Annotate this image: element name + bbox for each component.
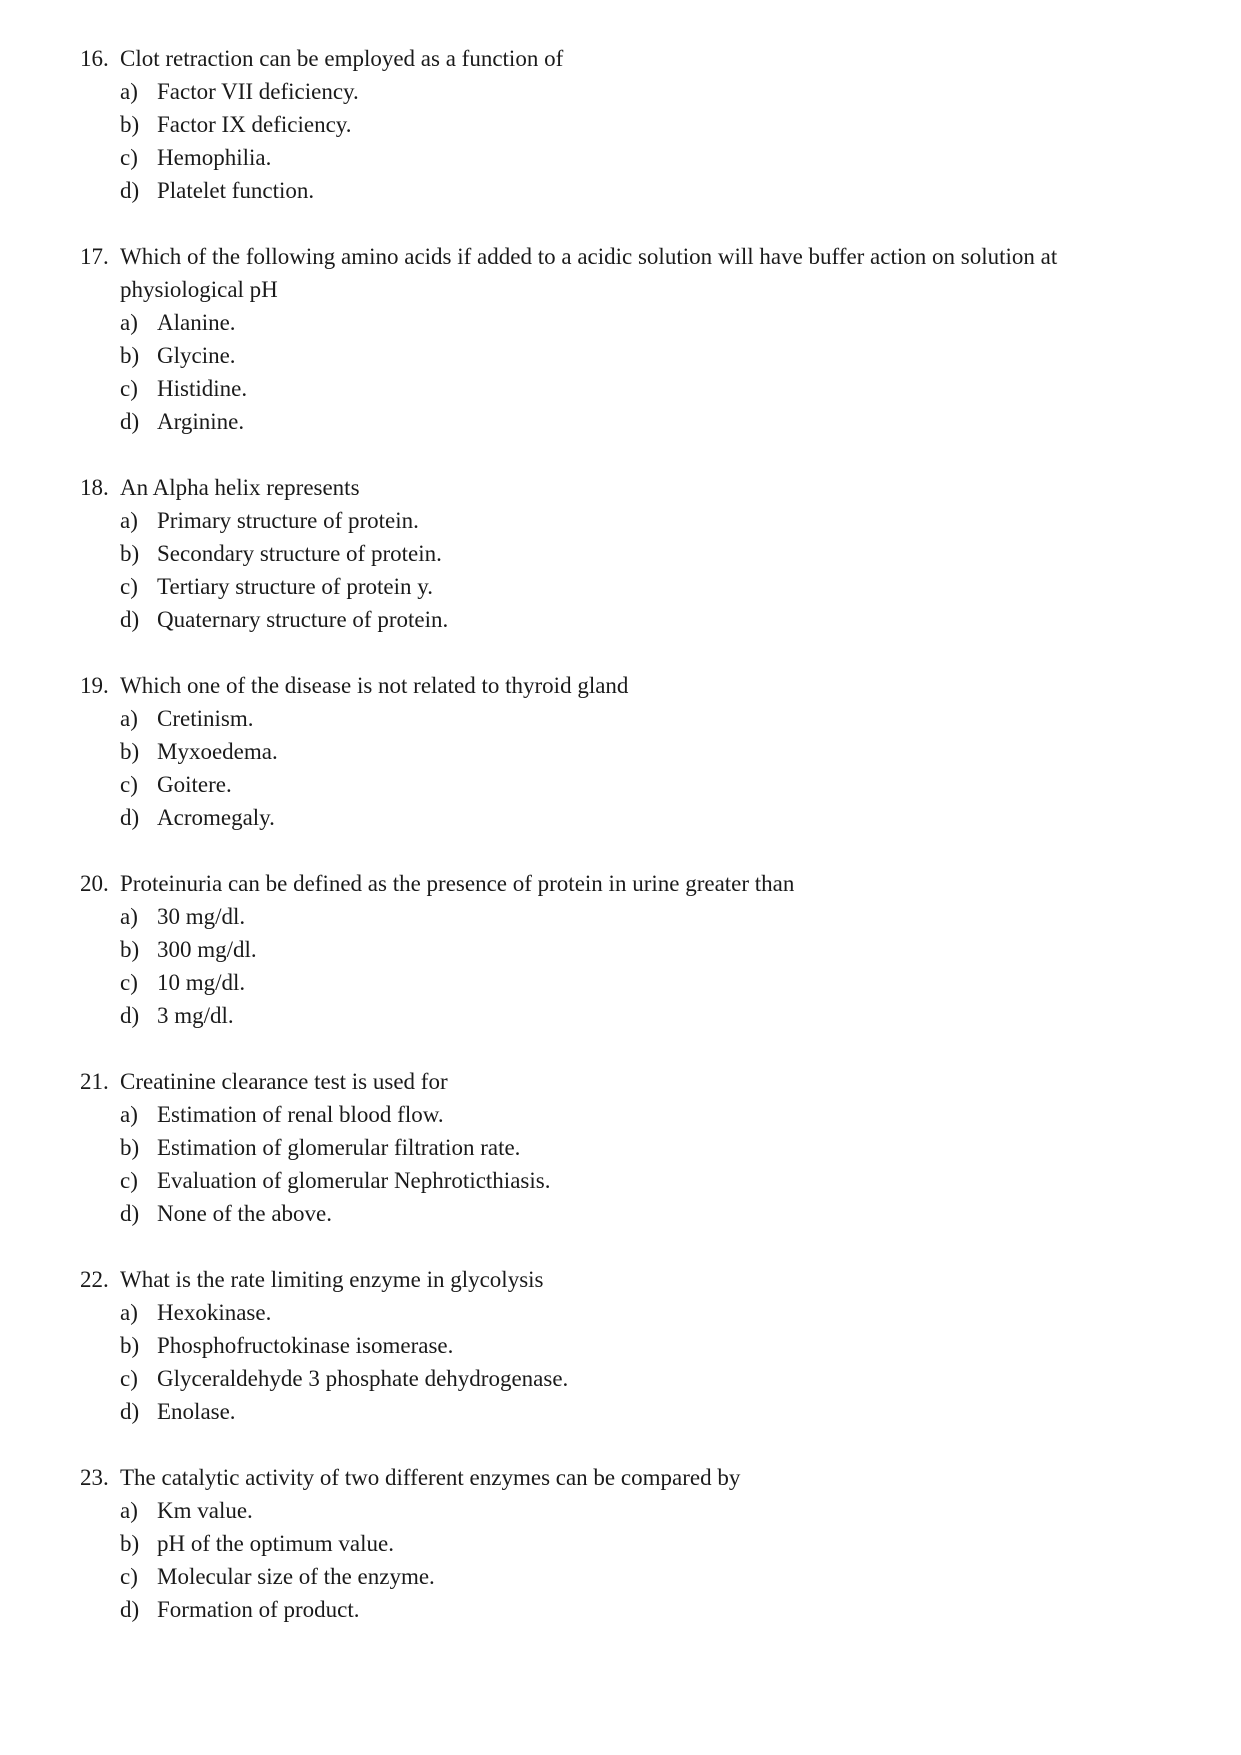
question-20 [80, 867, 1160, 1032]
question-text: Proteinuria can be defined as the presence of protein in urine greater than [120, 871, 795, 896]
option-a [80, 702, 1160, 735]
question-number: 23. [80, 1465, 109, 1490]
option-b [80, 1527, 1160, 1560]
option-letter: b) [120, 1135, 140, 1160]
option-letter: b) [120, 739, 140, 764]
question-stem [80, 1461, 1160, 1494]
question-stem [80, 1065, 1160, 1098]
option-text: Estimation of renal blood flow. [157, 1102, 444, 1127]
question-19 [80, 669, 1160, 834]
option-text: Histidine. [157, 376, 248, 401]
option-b [80, 339, 1160, 372]
question-text: Creatinine clearance test is used for [120, 1069, 448, 1094]
option-text: Factor VII deficiency. [157, 79, 359, 104]
question-21 [80, 1065, 1160, 1230]
question-text: Which of the following amino acids if added to a acidic solution will have buffer action on solution at physiological pH [120, 244, 1058, 302]
option-c [80, 570, 1160, 603]
option-letter: c) [120, 772, 138, 797]
question-number: 22. [80, 1267, 109, 1292]
option-letter: c) [120, 970, 138, 995]
option-a [80, 900, 1160, 933]
option-c [80, 372, 1160, 405]
option-c [80, 1164, 1160, 1197]
option-a [80, 504, 1160, 537]
option-text: 3 mg/dl. [157, 1003, 234, 1028]
question-22 [80, 1263, 1160, 1428]
option-c [80, 1560, 1160, 1593]
option-letter: d) [120, 1597, 140, 1622]
question-stem [80, 1263, 1160, 1296]
option-d [80, 603, 1160, 636]
option-letter: c) [120, 145, 138, 170]
option-d [80, 999, 1160, 1032]
option-d [80, 1593, 1160, 1626]
option-letter: d) [120, 607, 140, 632]
option-letter: d) [120, 1201, 140, 1226]
option-letter: a) [120, 508, 138, 533]
option-letter: c) [120, 376, 138, 401]
option-c [80, 966, 1160, 999]
question-number: 17. [80, 244, 109, 269]
option-b [80, 537, 1160, 570]
option-text: Km value. [157, 1498, 253, 1523]
option-letter: c) [120, 1564, 138, 1589]
option-d [80, 1197, 1160, 1230]
question-text: What is the rate limiting enzyme in glycolysis [120, 1267, 544, 1292]
option-letter: d) [120, 1399, 140, 1424]
option-a [80, 306, 1160, 339]
option-b [80, 1329, 1160, 1362]
option-text: Evaluation of glomerular Nephroticthiasis. [157, 1168, 551, 1193]
option-list [80, 1296, 1160, 1428]
option-text: Secondary structure of protein. [157, 541, 442, 566]
option-text: Molecular size of the enzyme. [157, 1564, 435, 1589]
option-b [80, 933, 1160, 966]
option-text: Cretinism. [157, 706, 254, 731]
option-text: Arginine. [157, 409, 245, 434]
question-16 [80, 42, 1160, 207]
option-c [80, 141, 1160, 174]
option-text: Estimation of glomerular filtration rate. [157, 1135, 521, 1160]
question-number: 18. [80, 475, 109, 500]
question-number: 21. [80, 1069, 109, 1094]
question-text: An Alpha helix represents [120, 475, 360, 500]
option-letter: a) [120, 706, 138, 731]
option-c [80, 768, 1160, 801]
option-letter: a) [120, 310, 138, 335]
option-list [80, 1494, 1160, 1626]
option-text: Hexokinase. [157, 1300, 272, 1325]
option-letter: b) [120, 1531, 140, 1556]
option-letter: b) [120, 1333, 140, 1358]
question-text: The catalytic activity of two different enzymes can be compared by [120, 1465, 741, 1490]
option-a [80, 75, 1160, 108]
option-d [80, 801, 1160, 834]
option-letter: b) [120, 541, 140, 566]
question-text: Which one of the disease is not related to thyroid gland [120, 673, 629, 698]
option-text: Primary structure of protein. [157, 508, 419, 533]
option-text: pH of the optimum value. [157, 1531, 394, 1556]
question-number: 20. [80, 871, 109, 896]
option-letter: a) [120, 1300, 138, 1325]
option-text: Glycine. [157, 343, 236, 368]
option-b [80, 1131, 1160, 1164]
option-a [80, 1494, 1160, 1527]
option-text: Myxoedema. [157, 739, 278, 764]
option-letter: c) [120, 1366, 138, 1391]
option-text: Factor IX deficiency. [157, 112, 352, 137]
option-list [80, 702, 1160, 834]
option-text: Hemophilia. [157, 145, 272, 170]
option-list [80, 504, 1160, 636]
option-text: 30 mg/dl. [157, 904, 246, 929]
question-stem [80, 240, 1160, 306]
question-number: 19. [80, 673, 109, 698]
option-letter: d) [120, 1003, 140, 1028]
option-text: 10 mg/dl. [157, 970, 246, 995]
option-text: Alanine. [157, 310, 236, 335]
question-text: Clot retraction can be employed as a function of [120, 46, 564, 71]
option-text: Platelet function. [157, 178, 315, 203]
option-d [80, 1395, 1160, 1428]
option-letter: b) [120, 937, 140, 962]
question-stem [80, 471, 1160, 504]
question-stem [80, 42, 1160, 75]
option-letter: a) [120, 79, 138, 104]
option-b [80, 108, 1160, 141]
question-18 [80, 471, 1160, 636]
option-letter: d) [120, 805, 140, 830]
option-letter: b) [120, 343, 140, 368]
option-letter: d) [120, 178, 140, 203]
option-c [80, 1362, 1160, 1395]
option-letter: a) [120, 1102, 138, 1127]
option-text: Enolase. [157, 1399, 236, 1424]
option-text: Formation of product. [157, 1597, 360, 1622]
option-letter: a) [120, 1498, 138, 1523]
option-letter: b) [120, 112, 140, 137]
option-letter: d) [120, 409, 140, 434]
option-a [80, 1296, 1160, 1329]
option-letter: c) [120, 574, 138, 599]
question-list [80, 42, 1160, 1659]
option-a [80, 1098, 1160, 1131]
question-23 [80, 1461, 1160, 1626]
question-stem [80, 867, 1160, 900]
option-d [80, 405, 1160, 438]
option-list [80, 900, 1160, 1032]
option-text: None of the above. [157, 1201, 332, 1226]
option-text: Glyceraldehyde 3 phosphate dehydrogenase. [157, 1366, 569, 1391]
option-text: Acromegaly. [157, 805, 275, 830]
option-list [80, 306, 1160, 438]
question-17 [80, 240, 1160, 438]
option-text: 300 mg/dl. [157, 937, 257, 962]
option-list [80, 75, 1160, 207]
option-letter: c) [120, 1168, 138, 1193]
question-number: 16. [80, 46, 109, 71]
option-text: Tertiary structure of protein y. [157, 574, 433, 599]
option-d [80, 174, 1160, 207]
question-stem [80, 669, 1160, 702]
option-b [80, 735, 1160, 768]
option-list [80, 1098, 1160, 1230]
option-letter: a) [120, 904, 138, 929]
option-text: Goitere. [157, 772, 232, 797]
option-text: Phosphofructokinase isomerase. [157, 1333, 454, 1358]
option-text: Quaternary structure of protein. [157, 607, 449, 632]
